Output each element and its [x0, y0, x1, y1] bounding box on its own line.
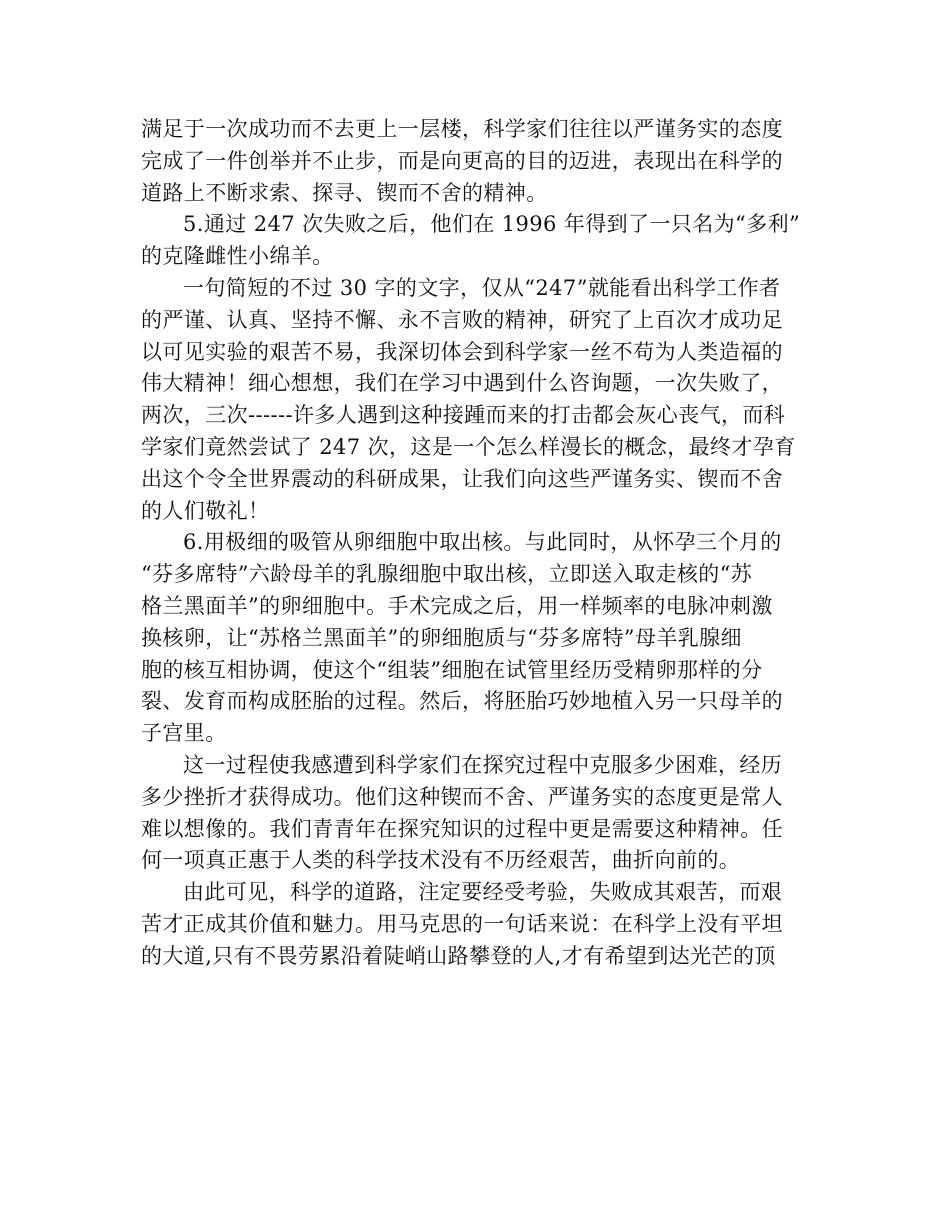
text-line: 一句简短的不过 30 字的文字，仅从“247”就能看出科学工作者 — [183, 275, 781, 300]
paragraph-5 — [141, 750, 811, 877]
text-line: 完成了一件创举并不止步，而是向更高的目的迈进，表现出在科学的 — [141, 148, 783, 173]
text-line: 换核卵，让“苏格兰黑面羊”的卵细胞质与“芬多席特”母羊乳腺细 — [141, 625, 742, 650]
text-line: 学家们竟然尝试了 247 次，这是一个怎么样漫长的概念，最终才孕育 — [141, 434, 796, 459]
text-line: 出这个令全世界震动的科研成果，让我们向这些严谨务实、锲而不舍 — [141, 466, 783, 491]
paragraph-6 — [141, 877, 811, 972]
text-line: 伟大精神！细心想想，我们在学习中遇到什么咨询题，一次失败了， — [141, 371, 783, 396]
text-line: 由此可见，科学的道路，注定要经受考验，失败成其艰苦，而艰 — [183, 880, 783, 905]
text-line: 的严谨、认真、坚持不懈、永不言败的精神，研究了上百次才成功足 — [141, 307, 783, 332]
text-line: “芬多席特”六龄母羊的乳腺细胞中取出核，立即送入取走核的“苏 — [141, 562, 753, 587]
text-line: 何一项真正惠于人类的科学技术没有不历经艰苦，曲折向前的。 — [141, 848, 741, 873]
text-line: 多少挫折才获得成功。他们这种锲而不舍、严谨务实的态度更是常人 — [141, 784, 783, 809]
text-line: 5.通过 247 次失败之后，他们在 1996 年得到了一只名为“多利” — [183, 212, 801, 237]
text-line: 6.用极细的吸管从卵细胞中取出核。与此同时，从怀孕三个月的 — [183, 530, 782, 555]
text-line: 胞的核互相协调，使这个“组装”细胞在试管里经历受精卵那样的分 — [141, 657, 763, 682]
text-line: 裂、发育而构成胚胎的过程。然后，将胚胎巧妙地植入另一只母羊的 — [141, 689, 783, 714]
paragraph-2 — [141, 209, 811, 273]
text-line: 道路上不断求索、探寻、锲而不舍的精神。 — [141, 180, 548, 205]
text-line: 格兰黑面羊”的卵细胞中。手术完成之后，用一样频率的电脉冲刺激 — [141, 593, 773, 618]
text-line: 两次，三次------许多人遇到这种接踵而来的打击都会灰心丧气，而科 — [141, 403, 786, 428]
text-line: 苦才正成其价值和魅力。用马克思的一句话来说：在科学上没有平坦 — [141, 911, 783, 936]
text-line: 子宫里。 — [141, 721, 227, 746]
text-line: 满足于一次成功而不去更上一层楼，科学家们往往以严谨务实的态度 — [141, 117, 783, 141]
document-body — [141, 114, 811, 973]
paragraph-3 — [141, 273, 811, 527]
paragraph-1 — [141, 114, 811, 209]
paragraph-4 — [141, 527, 811, 750]
text-line: 以可见实验的艰苦不易，我深切体会到科学家一丝不苟为人类造福的 — [141, 339, 783, 364]
text-line: 这一过程使我感遭到科学家们在探究过程中克服多少困难，经历 — [183, 752, 783, 777]
text-line: 的人们敬礼！ — [141, 498, 270, 523]
text-line: 的大道,只有不畏劳累沿着陡峭山路攀登的人,才有希望到达光芒的顶 — [141, 943, 776, 968]
text-line: 的克隆雌性小绵羊。 — [141, 244, 334, 269]
text-line: 难以想像的。我们青青年在探究知识的过程中更是需要这种精神。任 — [141, 816, 783, 841]
